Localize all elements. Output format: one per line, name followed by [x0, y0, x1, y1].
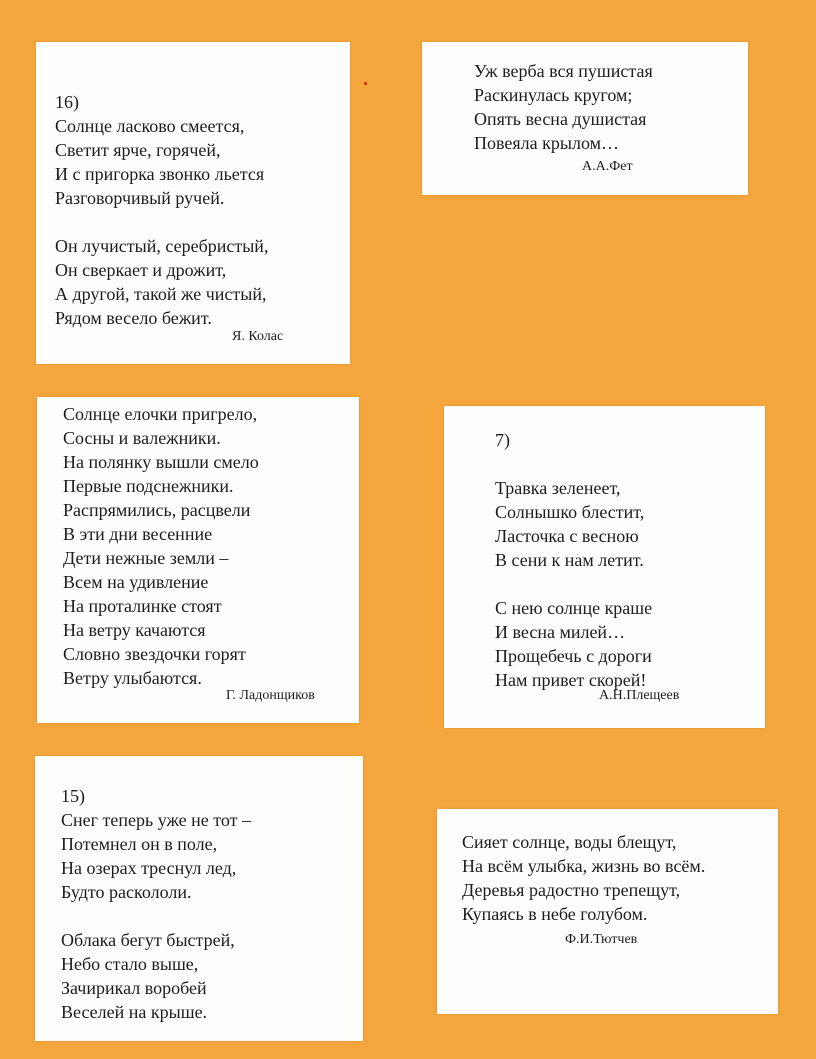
poem-line: Солнце ласково смеется, — [55, 116, 245, 136]
poem-line: Прощебечь с дороги — [495, 646, 652, 666]
poem-line: На всём улыбка, жизнь во всём. — [462, 856, 706, 876]
poem-card-snow — [35, 756, 363, 1041]
poem-line: Облака бегут быстрей, — [61, 930, 235, 950]
poem-line: Рядом весело бежит. — [55, 308, 212, 328]
poem-line: Раскинулась кругом; — [474, 85, 633, 105]
poem-author: Г. Ладонщиков — [226, 688, 315, 703]
poem-line: Будто раскололи. — [61, 882, 192, 902]
poem-card-fet — [422, 42, 748, 195]
poem-line: Уж верба вся пушистая — [474, 61, 653, 81]
poem-card-pleshcheev — [444, 406, 765, 728]
poem-line: Деревья радостно трепещут, — [462, 880, 681, 900]
poem-line: На полянку вышли смело — [63, 452, 259, 472]
poem-card-ladonshchikov — [37, 397, 359, 723]
poem-line: На проталинке стоят — [63, 596, 222, 616]
poem-line: Ласточка с весною — [495, 526, 639, 546]
poem-line: Он лучистый, серебристый, — [55, 236, 269, 256]
poem-line: Разговорчивый ручей. — [55, 188, 225, 208]
poem-line: Словно звездочки горят — [63, 644, 246, 664]
poem-line: Снег теперь уже не тот – — [61, 810, 252, 830]
poem-line: Небо стало выше, — [61, 954, 199, 974]
poem-line: Солнце елочки пригрело, — [63, 404, 258, 424]
poem-line: Нам привет скорей! — [495, 670, 647, 690]
poem-number: 15) — [61, 786, 85, 806]
poem-line: Потемнел он в поле, — [61, 834, 218, 854]
poem-author: Ф.И.Тютчев — [565, 932, 638, 947]
poem-line: Травка зеленеет, — [495, 478, 621, 498]
poem-line: С нею солнце краше — [495, 598, 653, 618]
poem-line: В сени к нам летит. — [495, 550, 644, 570]
poem-line: И с пригорка звонко льется — [55, 164, 265, 184]
poem-line: Купаясь в небе голубом. — [462, 904, 648, 924]
poem-line: Светит ярче, горячей, — [55, 140, 221, 160]
poem-line: А другой, такой же чистый, — [55, 284, 267, 304]
poem-line: Сосны и валежники. — [63, 428, 221, 448]
poem-line: Веселей на крыше. — [61, 1002, 208, 1022]
poem-line: Солнышко блестит, — [495, 502, 645, 522]
poem-line: На ветру качаются — [63, 620, 206, 640]
poem-card-kolas — [36, 42, 350, 364]
poem-line: На озерах треснул лед, — [61, 858, 237, 878]
poem-line: Он сверкает и дрожит, — [55, 260, 227, 280]
poem-line: Ветру улыбаются. — [63, 668, 202, 688]
red-speck — [364, 82, 367, 85]
poem-line: И весна милей… — [495, 622, 626, 642]
poem-line: Зачирикал воробей — [61, 978, 207, 998]
poem-number: 16) — [55, 92, 79, 112]
poem-line: Первые подснежники. — [63, 476, 234, 496]
poem-line: Всем на удивление — [63, 572, 209, 592]
poem-author: А.Н.Плещеев — [599, 688, 680, 703]
poem-line: Распрямились, расцвели — [63, 500, 251, 520]
poem-line: Дети нежные земли – — [63, 548, 229, 568]
poem-line: Повеяла крылом… — [474, 133, 620, 153]
poem-author: Я. Колас — [232, 329, 284, 344]
poem-card-tyutchev — [437, 809, 778, 1014]
poem-line: Сияет солнце, воды блещут, — [462, 832, 677, 852]
poem-line: В эти дни весенние — [63, 524, 213, 544]
poem-number: 7) — [495, 430, 510, 450]
poem-line: Опять весна душистая — [474, 109, 647, 129]
poem-author: А.А.Фет — [582, 159, 633, 174]
